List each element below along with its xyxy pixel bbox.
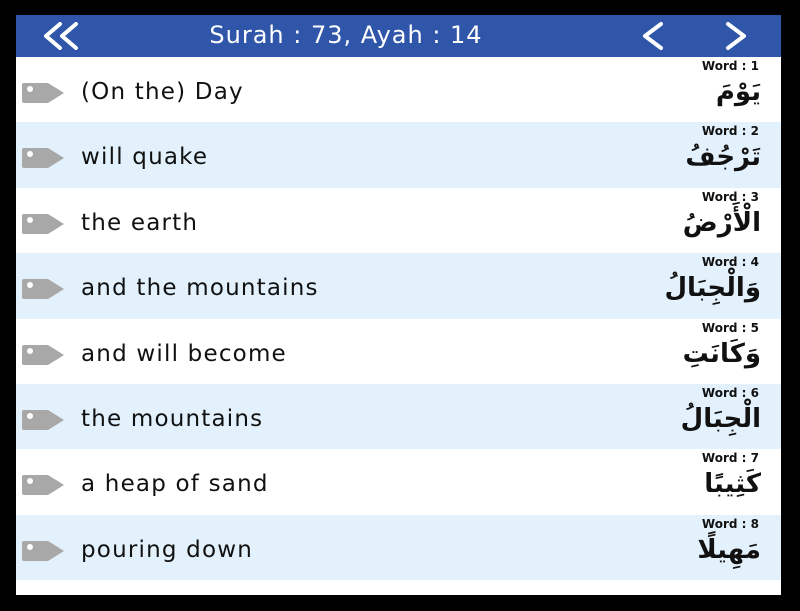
word-by-word-screen bbox=[16, 15, 781, 595]
page-title: Surah : 73, Ayah : 14 bbox=[209, 21, 483, 49]
arabic-word: الْأَرْضُ bbox=[682, 207, 761, 238]
tag-icon[interactable] bbox=[20, 408, 66, 432]
tag-icon[interactable] bbox=[20, 146, 66, 170]
word-number: Word : 3 bbox=[701, 189, 759, 204]
arabic-word: يَوْمَ bbox=[715, 77, 761, 107]
word-meaning: the earth bbox=[81, 209, 199, 236]
word-number: Word : 2 bbox=[701, 124, 759, 139]
word-row[interactable] bbox=[16, 449, 781, 514]
word-row[interactable] bbox=[16, 253, 781, 318]
word-number: Word : 4 bbox=[701, 255, 759, 270]
arabic-word: الْجِبَالُ bbox=[680, 403, 761, 434]
word-row[interactable] bbox=[16, 122, 781, 187]
tag-icon[interactable] bbox=[20, 473, 66, 497]
tag-icon[interactable] bbox=[20, 343, 66, 367]
header-bar bbox=[16, 15, 781, 57]
word-meaning: (On the) Day bbox=[81, 79, 244, 105]
tag-icon[interactable] bbox=[20, 277, 66, 301]
word-number: Word : 6 bbox=[701, 385, 759, 400]
word-row[interactable] bbox=[16, 319, 781, 384]
arabic-word: تَرْجُفُ bbox=[685, 142, 761, 173]
word-number: Word : 1 bbox=[701, 59, 759, 73]
arabic-word: وَكَانَتِ bbox=[682, 338, 761, 369]
word-row[interactable] bbox=[16, 384, 781, 449]
previous-ayah-button[interactable] bbox=[633, 15, 673, 57]
word-meaning: and will become bbox=[81, 340, 287, 367]
chevron-left-icon bbox=[639, 21, 667, 51]
word-meaning: and the mountains bbox=[81, 275, 319, 302]
tag-icon[interactable] bbox=[20, 539, 66, 563]
chevron-right-icon bbox=[722, 21, 750, 51]
word-meaning: pouring down bbox=[81, 536, 254, 563]
word-list bbox=[16, 57, 781, 580]
tag-icon[interactable] bbox=[20, 212, 66, 236]
word-meaning: a heap of sand bbox=[81, 471, 269, 498]
next-ayah-button[interactable] bbox=[716, 15, 756, 57]
word-number: Word : 5 bbox=[701, 320, 759, 335]
word-row[interactable] bbox=[16, 188, 781, 253]
word-row[interactable] bbox=[16, 57, 781, 122]
word-row[interactable] bbox=[16, 515, 781, 580]
arabic-word: وَالْجِبَالُ bbox=[664, 273, 761, 304]
word-number: Word : 7 bbox=[701, 451, 759, 466]
word-meaning: will quake bbox=[81, 144, 209, 171]
double-chevron-left-icon bbox=[38, 22, 84, 50]
word-number: Word : 8 bbox=[701, 516, 759, 531]
word-meaning: the mountains bbox=[81, 405, 264, 432]
tag-icon[interactable] bbox=[20, 81, 66, 105]
arabic-word: مَهِيلًا bbox=[697, 534, 761, 565]
back-button[interactable] bbox=[36, 15, 86, 57]
arabic-word: كَثِيبًا bbox=[704, 469, 761, 500]
